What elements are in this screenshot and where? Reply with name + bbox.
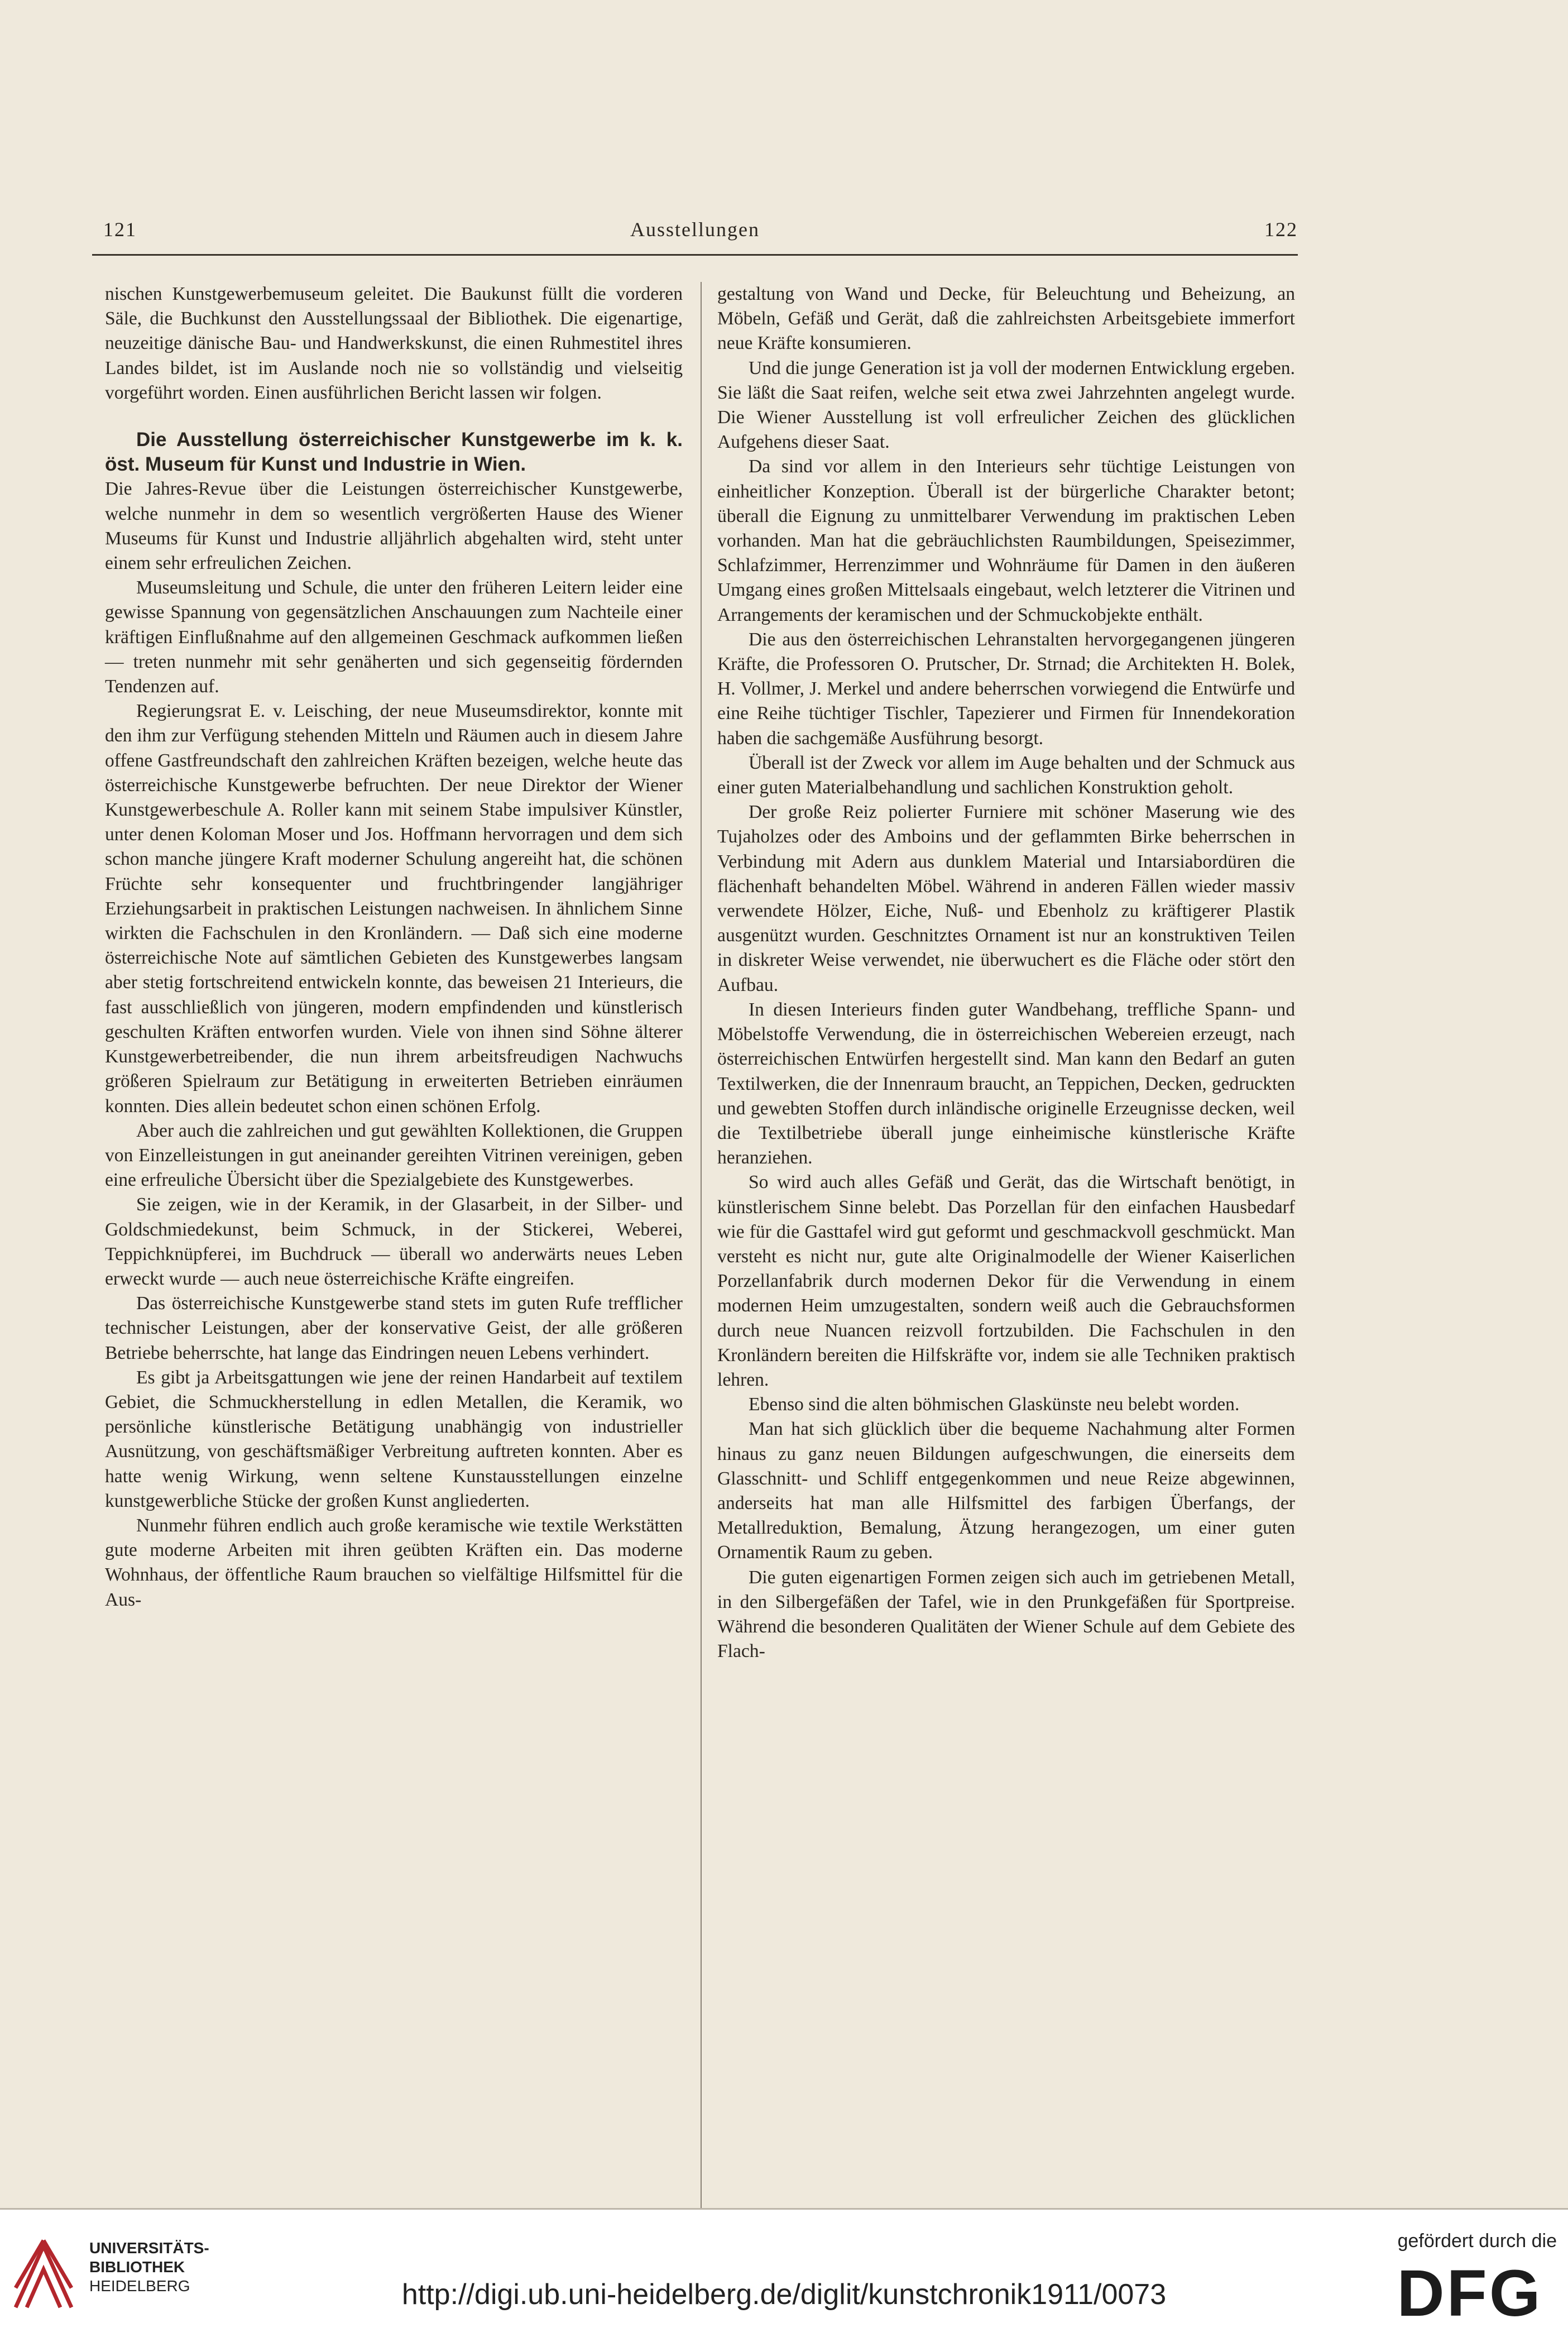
paragraph: Ebenso sind die alten böhmischen Glaskünste neu belebt worden. xyxy=(749,1394,1240,1415)
page-number-left: 121 xyxy=(103,218,137,241)
paragraph: Die guten eigenartigen Formen zeigen sich auch im getriebenen Metall, in den Silbergefäßen der Tafel, wie in den Prunkgefäßen für Sportpreise. Während die besonderen Qualitäten der Wiener Schule auf dem Gebiete des Flach- xyxy=(717,1567,1295,1662)
column-divider xyxy=(701,282,702,2214)
dfg-logo-text: DFG xyxy=(1397,2261,1543,2322)
paragraph: nischen Kunstgewerbemuseum geleitet. Die Baukunst füllt die vorderen Säle, die Buchkunst den Ausstellungssaal der Bibliothek. Die eigenartige, neuzeitige dänische Bau- und Handwerkskunst, die einen Ruhmestitel ihres Landes bildet, ist im Auslande noch nie so vollständig und vielseitig vorgeführt worden. Einen ausführlichen Bericht lassen wir folgen. xyxy=(105,284,683,403)
page-number-right: 122 xyxy=(1264,218,1298,241)
paragraph: Da sind vor allem in den Interieurs sehr tüchtige Leistungen von einheitlicher Konzeption. Überall ist der bürgerliche Charakter betont; überall die Eignung zu unmittelbarer Verwendung im praktischen Leben vorhanden. Man hat die gebräuchlichsten Raumbildungen, Speisezimmer, Schlafzimmer, Herrenzimmer und Wohnräume für Damen in den äußeren Umgang eines großen Mittelsaals eingebaut, welch letzterer die Vitrinen und Arrangements der keramischen und der Schmuckobjekte enthält. xyxy=(717,456,1295,625)
paragraph: Das österreichische Kunstgewerbe stand stets im guten Rufe trefflicher technischer Leistungen, aber der konservative Geist, der alle größeren Betriebe beherrschte, hat lange das Eindringen neuen Lebens verhindert. xyxy=(105,1293,683,1363)
footer-rule xyxy=(0,2208,1568,2210)
running-title: Ausstellungen xyxy=(630,218,760,241)
left-column xyxy=(105,282,683,1612)
funded-by-label: gefördert durch die xyxy=(1397,2230,1557,2252)
paragraph: So wird auch alles Gefäß und Gerät, das die Wirtschaft benötigt, in künstlerischem Sinne belebt. Das Porzellan für den einfachen Hausbedarf wie für die Gasttafel wird gut geformt und geschmackvoll geschmückt. Man versteht es nicht nur, gute alte Originalmodelle der Wiener Kaiserlichen Porzellanfabrik durch modernen Dekor für die Verwendung in einem modernen Heim umzugestalten, sondern weiß auch die Gebrauchsformen durch neue Nuancen reizvoll fortzubilden. Die Fachschulen in den Kronländern bereiten die Hilfskräfte vor, indem sie alle Techniken praktisch lehren. xyxy=(717,1172,1295,1390)
paragraph: In diesen Interieurs finden guter Wandbehang, treffliche Spann- und Möbelstoffe Verwendung, die in österreichischen Webereien erzeugt, nach österreichischen Entwürfen hergestellt sind. Man kann den Bedarf an guten Textilwerken, die der Innenraum braucht, an Teppichen, Decken, gedruckten und gewebten Stoffen durch inländische originelle Erzeugnisse decken, weil die Textilbetriebe überall junge einheimische künstlerische Kräfte heranziehen. xyxy=(717,999,1295,1168)
viewer-footer xyxy=(0,2208,1568,2342)
paragraph: Museumsleitung und Schule, die unter den früheren Leitern leider eine gewisse Spannung von gegensätzlichen Anschauungen zum Nachteile einer kräftigen Einflußnahme auf den allgemeinen Geschmack aufkommen ließen — treten nunmehr mit sehr genäherten und sich gegenseitig fördernden Tendenzen auf. xyxy=(105,577,683,697)
paragraph: Die aus den österreichischen Lehranstalten hervorgegangenen jüngeren Kräfte, die Professoren O. Prutscher, Dr. Strnad; die Architekten H. Bolek, H. Vollmer, J. Merkel und andere beherrschen vorwiegend die Entwürfe und eine Reihe tüchtiger Tischler, Tapezierer und Firmen für Innendekoration haben die sachgemäße Ausführung besorgt. xyxy=(717,629,1295,749)
header-rule xyxy=(92,254,1298,256)
paragraph: Und die junge Generation ist ja voll der modernen Entwicklung ergeben. Sie läßt die Saat reifen, welche seit etwa zwei Jahrzehnten angelegt wurde. Die Wiener Ausstellung ist voll erfreulicher Zeichen des glücklichen Aufgehens dieser Saat. xyxy=(717,357,1295,453)
paragraph: gestaltung von Wand und Decke, für Beleuchtung und Beheizung, an Möbeln, Gefäß und Gerät, daß die zahlreichsten Arbeitsgebiete immerfort neue Kräfte konsumieren. xyxy=(717,284,1295,354)
paragraph: Es gibt ja Arbeitsgattungen wie jene der reinen Handarbeit auf textilem Gebiet, die Schmuckherstellung in edlen Metallen, die Keramik, wo persönliche künstlerische Betätigung unabhängig von industrieller Ausnützung, von geschäftsmäßiger Verbreitung auftreten konnten. Aber es hatte wenig Wirkung, wenn seltene Kunstausstellungen einzelne kunstgewerbliche Stücke der großen Kunst angliederten. xyxy=(105,1367,683,1511)
paragraph: Aber auch die zahlreichen und gut gewählten Kollektionen, die Gruppen von Einzelleistungen in gut aneinander gereihten Vitrinen vereinigen, geben eine erfreuliche Übersicht über die Spezialgebiete des Kunstgewerbes. xyxy=(105,1120,683,1191)
right-column xyxy=(717,282,1295,1664)
library-name-line: UNIVERSITÄTS- xyxy=(89,2239,209,2257)
dfg-logo-icon xyxy=(1386,2261,1553,2322)
paragraph: Überall ist der Zweck vor allem im Auge behalten und der Schmuck aus einer guten Materialbehandlung und sachlichen Konstruktion geholt. xyxy=(717,752,1295,798)
paragraph: Der große Reiz polierter Furniere mit schöner Maserung wie des Tujaholzes oder des Amboins und der geflammten Birke beherrschen in Verbindung mit Adern aus dunklem Material und Intarsiabordüren die flächenhaft behandelten Möbel. Während in anderen Fällen wieder massiv verwendete Hölzer, Eiche, Nuß- und Ebenholz zu kräftigerer Plastik ausgenützt wurden. Geschnitztes Ornament ist nur an konstruktiven Teilen in diskreter Weise verwendet, nie überwuchert es die Fläche oder stört den Aufbau. xyxy=(717,802,1295,995)
library-name-line: HEIDELBERG xyxy=(89,2277,190,2295)
section-heading xyxy=(105,428,683,477)
paragraph: Die Jahres-Revue über die Leistungen österreichischer Kunstgewerbe, welche nunmehr in dem so wesentlich vergrößerten Hause des Wiener Museums für Kunst und Industrie alljährlich abgehalten wird, steht unter einem sehr erfreulichen Zeichen. xyxy=(105,478,683,574)
section-heading-text: Die Ausstellung österreichischer Kunstgewerbe im k. k. öst. Museum für Kunst und Industrie in Wien. xyxy=(105,429,683,476)
paragraph: Nunmehr führen endlich auch große keramische wie textile Werkstätten gute moderne Arbeiten mit ihren geübten Kräften ein. Das moderne Wohnhaus, der öffentliche Raum brauchen so vielfältige Hilfsmittel für die Aus- xyxy=(105,1515,683,1610)
permalink-url[interactable]: http://digi.ub.uni-heidelberg.de/diglit/kunstchronik1911/0073 xyxy=(401,2278,1167,2311)
paragraph: Man hat sich glücklich über die bequeme Nachahmung alter Formen hinaus zu ganz neuen Bildungen aufgeschwungen, die einerseits dem Glasschnitt- und Schliff entgegenkommen und neue Reize abgewinnen, anderseits hat man alle Hilfsmittel des farbigen Überfangs, der Metallreduktion, Bemalung, Ätzung herangezogen, um einer guten Ornamentik Raum zu geben. xyxy=(717,1419,1295,1563)
paragraph: Regierungsrat E. v. Leisching, der neue Museumsdirektor, konnte mit den ihm zur Verfügung stehenden Mitteln und Räumen auch in diesem Jahre offene Gastfreundschaft den zahlreichen Kräften bezeigen, welche heute das österreichische Kunstgewerbe befruchten. Der neue Direktor der Wiener Kunstgewerbeschule A. Roller kann mit seinem Stabe impulsiver Künstler, unter denen Koloman Moser und Jos. Hoffmann hervorragen und dem sich schon manche jüngere Kraft moderner Schulung angereiht hat, die schönen Früchte sehr konsequenter und fruchtbringender langjähriger Erziehungsarbeit in praktischen Leistungen nachweisen. In ähnlichem Sinne wirkten die Fachschulen in den Kronländern. — Daß sich eine moderne österreichische Note auf sämtlichen Gebieten des Kunstgewerbes langsam aber stetig fortschreitend entwickeln konnte, das beweisen 21 Interieurs, die fast ausschließlich von jüngeren, modern empfindenden und künstlerisch geschulten Kräften entworfen wurden. Viele von ihnen sind Söhne älterer Kunstgewerbetreibender, die nun ihrem arbeitsfreudigen Nachwuchs größeren Spielraum zur Betätigung in erweiterten Betrieben einräumen konnten. Dies allein bedeutet schon einen schönen Erfolg. xyxy=(105,701,683,1117)
running-head xyxy=(92,218,1298,251)
library-name-line: BIBLIOTHEK xyxy=(89,2258,185,2276)
paragraph: Sie zeigen, wie in der Keramik, in der Glasarbeit, in der Silber- und Goldschmiedekunst, beim Schmuck, in der Stickerei, Weberei, Teppichknüpferei, im Buchdruck — überall wo anderwärts neues Leben erweckt wurde — auch neue österreichische Kräfte eingreifen. xyxy=(105,1194,683,1289)
